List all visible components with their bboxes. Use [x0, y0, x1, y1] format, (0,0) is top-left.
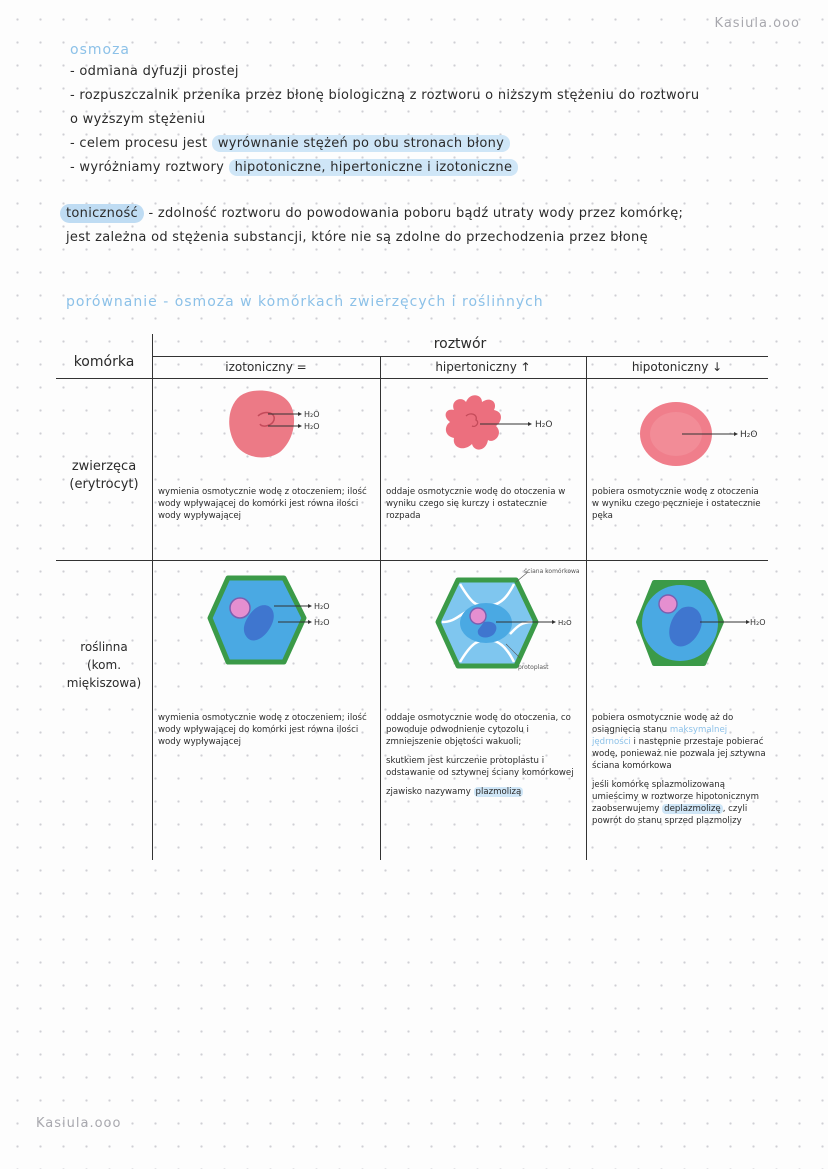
tonicity-definition-1: - zdolność roztworu do powodowania poboru bądź utraty wody przez komórkę;	[148, 206, 684, 221]
h2o-label: H₂O	[314, 602, 330, 611]
table-line-group	[152, 356, 768, 357]
h2o-label: H₂O	[304, 410, 320, 419]
desc-plant-isotonic: wymienia osmotycznie wodę z otoczeniem; ilość wody wpływającej do komórki jest równa ilości wody wypływającej	[158, 713, 367, 747]
h2o-label: H₂O	[750, 618, 766, 627]
header-komorka: komórka	[73, 354, 135, 370]
h2o-label: H₂O	[314, 618, 330, 627]
h2o-label: H₂O	[535, 420, 553, 430]
label-cell-wall: ściana komórkowa	[524, 568, 580, 575]
osmosis-item-4	[70, 160, 518, 175]
desc-animal-hypotonic: pobiera osmotycznie wodę z otoczenia w wyniku czego pęcznieje i ostatecznie pęka	[592, 487, 761, 521]
header-isotonic: izotoniczny =	[225, 360, 307, 374]
erythrocyte-isotonic	[224, 386, 334, 466]
plant-cell-hypertonic	[436, 576, 586, 676]
desc-plant-hypo-p1a: pobiera osmotycznie wodę aż do osiągnięcia stanu	[592, 713, 734, 735]
osmosis-item-1: - odmiana dyfuzji prostej	[70, 64, 239, 79]
osmosis-item-2: - rozpuszczalnik przenika przez błonę biologiczną z roztworu o niższym stężeniu do roztworu	[70, 88, 700, 103]
osmosis-item-3	[70, 136, 510, 151]
osmosis-item-3-text: - celem procesu jest	[70, 136, 208, 151]
row-label-plant-1: roślinna	[80, 640, 128, 654]
watermark-top: Kasiula.ooo	[714, 16, 800, 31]
osmosis-item-4-text: - wyróżniamy roztwory	[70, 160, 225, 175]
desc-plant-hypo-p1	[592, 712, 766, 772]
desc-plant-hypotonic	[592, 712, 766, 834]
row-label-animal	[56, 458, 152, 494]
h2o-label: H₂O	[558, 619, 572, 627]
row-label-plant-2: (kom. miękiszowa)	[66, 658, 142, 690]
tonicity-line-1	[60, 206, 683, 221]
term-deplasmolysis: deplazmolizę	[664, 804, 721, 814]
row-label-animal-1: zwierzęca	[71, 459, 137, 474]
desc-plant-hypo-p2c: , czyli powrót do stanu sprzed plazmolizy	[592, 804, 748, 826]
erythrocyte-hypertonic	[440, 390, 570, 470]
osmosis-title: osmoza	[70, 42, 130, 58]
table-line-header	[56, 378, 768, 379]
term-plasmolysis: plazmolizą	[475, 787, 522, 797]
desc-plant-hyper-p2: skutkiem jest kurczenie protoplastu i odstawanie od sztywnej ściany komórkowej	[386, 756, 574, 778]
desc-plant-hyper-p3	[386, 786, 582, 798]
table-line-v1	[152, 334, 153, 860]
highlight-goal: wyrównanie stężeń po obu stronach błony	[212, 135, 510, 152]
h2o-label: H₂O	[740, 430, 758, 440]
desc-plant-hypertonic	[386, 712, 582, 805]
highlight-types: hipotoniczne, hipertoniczne i izotoniczne	[229, 159, 519, 176]
label-protoplast: protoplast	[518, 664, 549, 671]
header-hypertonic: hipertoniczny ↑	[435, 360, 531, 374]
row-label-animal-2: (erytrocyt)	[69, 477, 139, 492]
term-max-turgor: maksymalnej jędrności	[592, 725, 728, 747]
header-hypotonic: hipotoniczny ↓	[631, 360, 723, 374]
plant-cell-hypotonic	[636, 578, 766, 674]
osmosis-item-2-cont: o wyższym stężeniu	[70, 112, 206, 127]
tonicity-term: toniczność	[60, 204, 144, 223]
comparison-title: porównanie - osmoza w komórkach zwierzęcych i roślinnych	[66, 294, 544, 310]
desc-plant-hypo-p2	[592, 779, 766, 827]
header-roztwor: roztwór	[433, 336, 487, 352]
desc-plant-hyper-p1: oddaje osmotycznie wodę do otoczenia, co powoduje odwodnienie cytozolu i zmniejszenie objętości wakuoli;	[386, 713, 571, 747]
erythrocyte-hypotonic	[638, 400, 768, 480]
desc-animal-isotonic: wymienia osmotycznie wodę z otoczeniem; ilość wody wpływającej do komórki jest równa ilości wody wypływającej	[158, 487, 367, 521]
watermark-bottom: Kasiula.ooo	[36, 1116, 122, 1131]
table-line-v2	[380, 356, 381, 860]
table-line-v3	[586, 356, 587, 860]
desc-plant-hyper-p3-text: zjawisko nazywamy	[386, 787, 471, 797]
table-line-row	[56, 560, 768, 561]
desc-animal-hypertonic: oddaje osmotycznie wodę do otoczenia w wyniku czego się kurczy i ostatecznie rozpada	[386, 487, 566, 521]
tonicity-line-2: jest zależna od stężenia substancji, które nie są zdolne do przechodzenia przez błonę	[66, 230, 648, 245]
h2o-label: H₂O	[304, 422, 320, 431]
desc-plant-hypo-p1c: i następnie przestaje pobierać wodę, ponieważ nie pozwala jej sztywna ściana komórkowa	[592, 737, 766, 771]
plant-cell-isotonic	[208, 574, 348, 674]
comparison-table	[56, 330, 768, 860]
row-label-plant	[56, 638, 152, 692]
desc-plant-hypo-p2a: jeśli komórkę splazmolizowaną umieścimy w roztworze hipotonicznym zaobserwujemy	[592, 780, 760, 814]
